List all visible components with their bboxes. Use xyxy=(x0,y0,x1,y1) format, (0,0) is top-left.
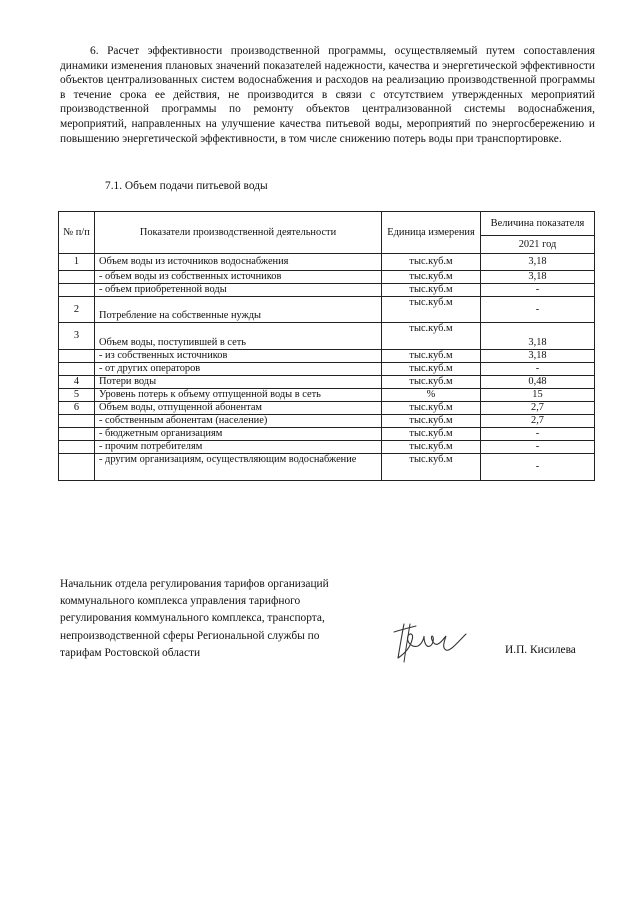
row-unit: тыс.куб.м xyxy=(382,415,481,428)
row-num: 4 xyxy=(59,376,95,389)
row-value: 3,18 xyxy=(481,254,595,271)
signatory-position xyxy=(60,576,390,662)
row-value: 3,18 xyxy=(481,271,595,284)
paragraph-number: 6. xyxy=(90,45,99,57)
row-unit: тыс.куб.м xyxy=(382,428,481,441)
row-name: Потери воды xyxy=(95,376,382,389)
table-row xyxy=(59,415,595,428)
header-unit: Единица измерения xyxy=(382,212,481,254)
table-row xyxy=(59,271,595,284)
table-row xyxy=(59,376,595,389)
position-line: тарифам Ростовской области xyxy=(60,646,201,659)
row-name: - другим организациям, осуществляющим водоснабжение xyxy=(95,454,382,481)
handwritten-signature xyxy=(390,618,470,666)
row-name: Объем воды, отпущенной абонентам xyxy=(95,402,382,415)
row-name: - объем приобретенной воды xyxy=(95,284,382,297)
table-row xyxy=(59,441,595,454)
position-line: коммунального комплекса управления тарифного xyxy=(60,595,301,608)
table-row xyxy=(59,454,595,481)
position-line: непроизводственной сферы Региональной службы по xyxy=(60,629,320,642)
header-num: № п/п xyxy=(59,212,95,254)
row-name: - из собственных источников xyxy=(95,350,382,363)
signatory-name: И.П. Кисилева xyxy=(505,644,576,656)
row-unit: тыс.куб.м xyxy=(382,441,481,454)
row-unit: тыс.куб.м xyxy=(382,376,481,389)
row-value: - xyxy=(481,284,595,297)
row-num: 2 xyxy=(59,297,95,323)
row-name: Объем воды из источников водоснабжения xyxy=(95,254,382,271)
row-num xyxy=(59,271,95,284)
table-row xyxy=(59,350,595,363)
row-value: - xyxy=(481,428,595,441)
row-name: Объем воды, поступившей в сеть xyxy=(95,323,382,350)
row-unit: тыс.куб.м xyxy=(382,363,481,376)
row-unit: тыс.куб.м xyxy=(382,350,481,363)
header-name: Показатели производственной деятельности xyxy=(95,212,382,254)
row-unit: тыс.куб.м xyxy=(382,271,481,284)
row-value: - xyxy=(481,297,595,323)
table-row xyxy=(59,284,595,297)
row-value: - xyxy=(481,363,595,376)
row-num: 3 xyxy=(59,323,95,350)
row-value: 0,48 xyxy=(481,376,595,389)
table-row xyxy=(59,389,595,402)
row-value: - xyxy=(481,454,595,481)
row-num xyxy=(59,350,95,363)
row-num xyxy=(59,415,95,428)
row-unit: тыс.куб.м xyxy=(382,323,481,350)
row-value: 3,18 xyxy=(481,350,595,363)
row-name: - собственным абонентам (население) xyxy=(95,415,382,428)
intro-paragraph xyxy=(60,44,595,146)
row-unit: тыс.куб.м xyxy=(382,402,481,415)
row-name: - объем воды из собственных источников xyxy=(95,271,382,284)
row-value: - xyxy=(481,441,595,454)
row-unit: % xyxy=(382,389,481,402)
row-value: 2,7 xyxy=(481,402,595,415)
row-num: 6 xyxy=(59,402,95,415)
row-name: - прочим потребителям xyxy=(95,441,382,454)
row-value: 2,7 xyxy=(481,415,595,428)
row-name: Уровень потерь к объему отпущенной воды в сеть xyxy=(95,389,382,402)
header-year: 2021 год xyxy=(481,236,595,254)
table-row xyxy=(59,323,595,350)
position-line: Начальник отдела регулирования тарифов организаций xyxy=(60,578,329,590)
paragraph-text: Расчет эффективности производственной программы, осуществляемый путем сопоставления динамики изменения плановых значений показателей надежности, качества и энергетической эффективности объектов централизованных систем водоснабжения и расходов на реализацию производственной программы в течение срока ее действия, не производится в связи с отсутствием утвержденных мероприятий производственной программы по ремонту объектов централизованной системы водоснабжения, мероприятий, направленных на улучшение качества питьевой воды, мероприятий по энергосбережению и повышению энергетической эффективности, в том числе снижению потерь воды при транспортировке. xyxy=(60,45,595,145)
row-unit: тыс.куб.м xyxy=(382,284,481,297)
row-unit: тыс.куб.м xyxy=(382,254,481,271)
row-num xyxy=(59,363,95,376)
row-name: Потребление на собственные нужды xyxy=(95,297,382,323)
table-row xyxy=(59,297,595,323)
row-num: 5 xyxy=(59,389,95,402)
header-value-group: Величина показателя xyxy=(481,212,595,236)
row-num: 1 xyxy=(59,254,95,271)
row-value: 15 xyxy=(481,389,595,402)
table-row xyxy=(59,402,595,415)
section-subtitle: 7.1. Объем подачи питьевой воды xyxy=(105,180,268,192)
row-num xyxy=(59,428,95,441)
table-row xyxy=(59,363,595,376)
position-line: регулирования коммунального комплекса, транспорта, xyxy=(60,612,325,625)
table-row xyxy=(59,254,595,271)
row-num xyxy=(59,454,95,481)
row-unit: тыс.куб.м xyxy=(382,454,481,481)
row-unit: тыс.куб.м xyxy=(382,297,481,323)
table-row xyxy=(59,428,595,441)
row-name: - бюджетным организациям xyxy=(95,428,382,441)
row-num xyxy=(59,441,95,454)
row-name: - от других операторов xyxy=(95,363,382,376)
row-num xyxy=(59,284,95,297)
row-value: 3,18 xyxy=(481,323,595,350)
production-table xyxy=(58,211,595,481)
